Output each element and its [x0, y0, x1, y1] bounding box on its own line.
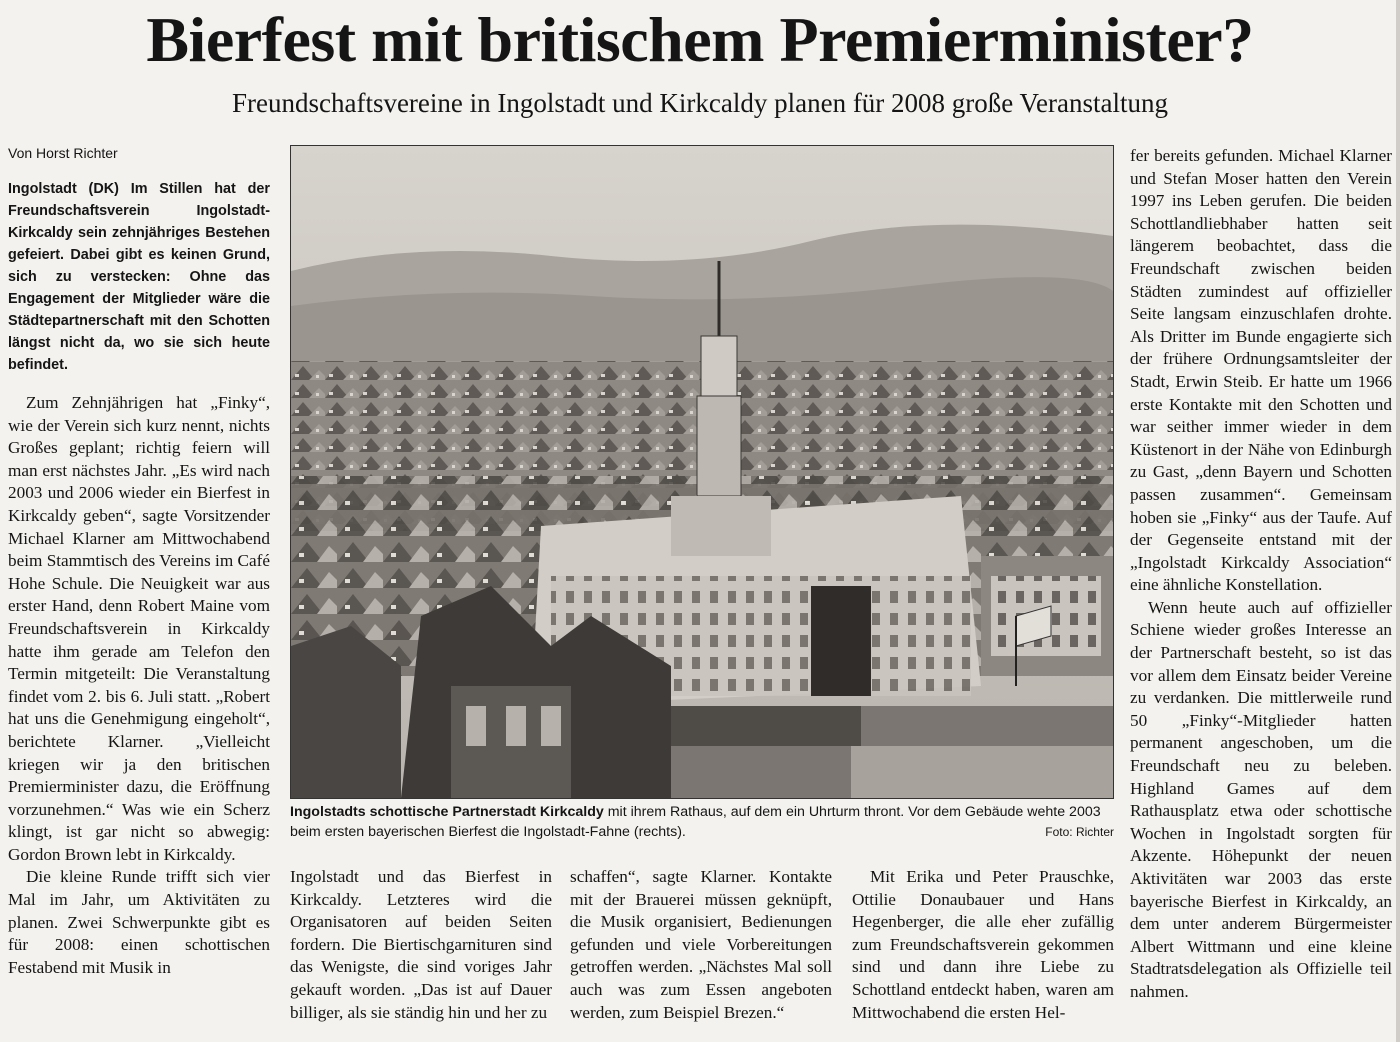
headline: Bierfest mit britischem Premierminister? [146, 4, 1254, 75]
subheadline: Freundschaftsvereine in Ingolstadt und Kirkcaldy planen für 2008 große Veranstaltung [231, 88, 1168, 118]
column-5 [1130, 145, 1392, 1004]
caption-title: Ingolstadts schottische Partnerstadt Kirkcaldy [290, 804, 604, 820]
article-paragraph: Mit Erika und Peter Prauschke, Ottilie Donaubauer und Hans Hegenberger, die alle eher zufällig zum Freundschaftsverein gekommen sind und dann ihre Liebe zu Schottland entdeckt haben, waren am Mittwochabend die ersten Hel- [852, 867, 1114, 1022]
article-paragraph: Ingolstadt und das Bierfest in Kirkcaldy. Letzteres wird die Organisatoren auf beiden Seiten fordern. Die Biertischgarnituren sind das Wenigste, die sind voriges Jahr gekauft worden. „Das ist auf Dauer billiger, als sie ständig hin und her zu [290, 867, 552, 1022]
article-paragraph: fer bereits gefunden. Michael Klarner und Stefan Moser hatten den Verein 1997 ins Leben gerufen. Die beiden Schottlandliebhaber hatten seit längerem beobachtet, dass die Freundschaft zwischen beiden Städten zumindest auf offizieller Seite langsam einzuschlafen drohte. Als Dritter im Bunde engagierte sich der frühere Ordnungsamtsleiter der Stadt, Erwin Steib. Er hatte um 1966 erste Kontakte mit den Schotten und war seither immer wieder in dem Küstenort in der Nähe von Edinburgh zu Gast, „denn Bayern und Schotten passen zusammen“. Gemeinsam hoben sie „Finky“ aus der Taufe. Auf der Gegenseite entstand mit der „Ingolstadt Kirkcaldy Association“ eine ähnliche Konstellation. [1130, 146, 1392, 595]
kirkcaldy-town-hall-photo [290, 145, 1114, 799]
article-paragraph: schaffen“, sagte Klarner. Kontakte mit der Brauerei müssen geknüpft, die Musik organisiert, Bedienungen gefunden und viele Vorbereitungen getroffen werden. „Nächstes Mal soll auch was zum Essen angeboten werden, zum Beispiel Brezen.“ [570, 867, 832, 1022]
photo-caption [290, 802, 1114, 842]
article-paragraph: Zum Zehnjährigen hat „Finky“, wie der Verein sich kurz nennt, nichts Großes geplant; richtig feiern will man erst nächstes Jahr. „Es wird nach 2003 und 2006 wieder ein Bierfest in Kirkcaldy geben“, sagte Vorsitzender Michael Klarner am Mittwochabend beim Stammtisch des Vereins im Café Hohe Schule. Die Neuigkeit war aus erster Hand, denn Robert Maine vom Freundschaftsverein in Kirkcaldy hatte ihm gerade am Telefon den Termin mitgeteilt: Die Veranstaltung findet vom 2. bis 6. Juli statt. „Robert hat uns die Genehmigung eingeholt“, berichtete Klarner. „Vielleicht kriegen wir ja den britischen Premierminister dazu, die Eröffnung vorzunehmen.“ Was wie ein Scherz klingt, ist gar nicht so abwegig: Gordon Brown lebt in Kirkcaldy. [8, 393, 270, 864]
column-3 [570, 866, 832, 1024]
caption-text: mit ihrem Rathaus, auf dem ein Uhrturm thront. Vor dem Gebäude wehte 2003 beim ersten bayerischen Bierfest die Ingolstadt-Fahne (rechts). [290, 804, 1101, 840]
adjacent-article-edge [1396, 0, 1400, 1042]
article-paragraph: Die kleine Runde trifft sich vier Mal im Jahr, um Aktivitäten zu planen. Zwei Schwerpunkte gibt es für 2008: einen schottischen Festabend mit Musik in [8, 867, 270, 977]
article-paragraph: Wenn heute auch auf offizieller Schiene wieder großes Interesse an der Partnerschaft besteht, so ist das vor allem dem Einsatz beider Vereine zu verdanken. Die mittlerweile rund 50 „Finky“-Mitglieder hatten permanent angeschoben, um die Freundschaft neu zu beleben. Highland Games auf dem Rathausplatz etwa oder schottische Wochen in Ingolstadt sorgten für Akzente. Höhepunkt der neuen Aktivitäten war 2003 das erste bayerische Bierfest in Kirkcaldy, an dem unter anderem Bürgermeister Albert Wittmann und eine kleine Stadtratsdelegation als Offizielle teil nahmen. [1130, 597, 1392, 1001]
column-4 [852, 866, 1114, 1024]
photo-credit: Foto: Richter [1045, 825, 1114, 839]
column-2 [290, 866, 552, 1024]
lead-paragraph: Ingolstadt (DK) Im Stillen hat der Freundschaftsverein Ingolstadt-Kirkcaldy sein zehnjähriges Bestehen gefeiert. Dabei gibt es keinen Grund, sich zu verstecken: Ohne das Engagement der Mitglieder wäre die Städtepartnerschaft mit den Schotten längst nicht da, wo sie sich heute befindet. [8, 181, 270, 373]
byline: Von Horst Richter [8, 145, 118, 161]
column-1 [8, 178, 270, 979]
